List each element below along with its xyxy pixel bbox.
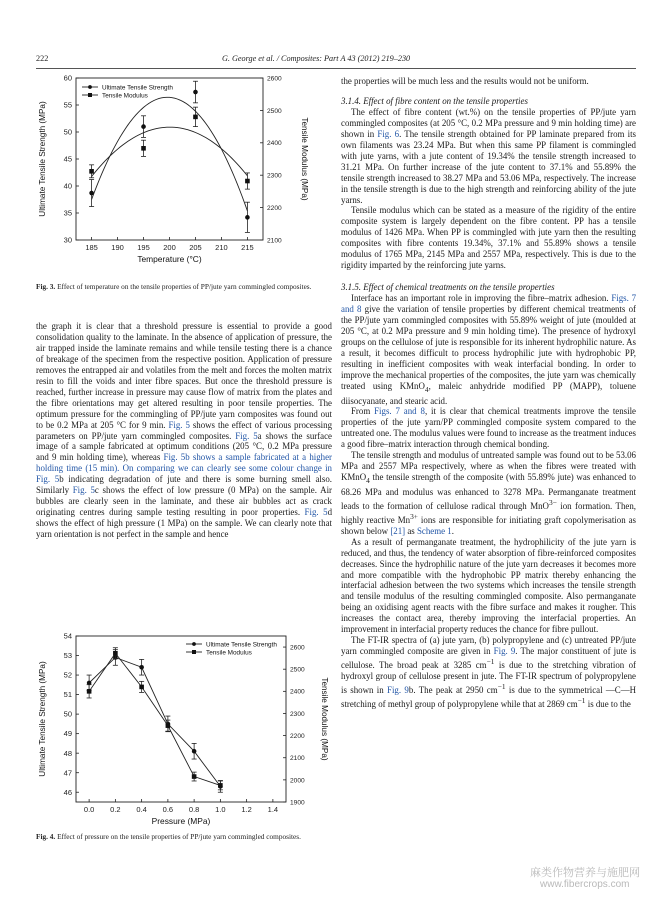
y2-tick-label: 2200 <box>267 205 282 212</box>
x-tick-label: 205 <box>189 243 202 252</box>
y2-tick-label: 2400 <box>267 140 282 148</box>
legend-label: Ultimate Tensile Strength <box>206 641 277 649</box>
y-axis-label: Ultimate Tensile Strength (MPa) <box>38 661 47 777</box>
figure-link[interactable]: Fig. 5b shows a sample fabricated at a higher holding time (15 min). On comparing we can clearly see some colour change in Fig. 5 <box>36 452 332 485</box>
figure-4-caption-text: Effect of pressure on the tensile properties of PP/jute yarn commingled composites. <box>57 832 301 841</box>
y-tick-label: 46 <box>63 787 72 797</box>
figure-4-caption <box>36 832 332 841</box>
paragraph-chemical-5: The FT-IR spectra of (a) jute yarn, (b) polypropylene and (c) untreated PP/jute yarn commingled composite are given in Fig. 9. The major constituent of jute is cellulose. The broad peak at 3285 $cm^{-1}$ is due to the stretching vibration of hydroxyl group of cellulose present in jute. The FT-IR spectrum of polypropylene is shown in Fig. 9b. The peak at 2950 $cm^{-1}$ is due to the symmetrical —C—H stretching of methyl group of polypropylene while that at 2869 $cm^{-1}$ is due to the <box>341 635 637 709</box>
y2-tick-label: 2500 <box>290 666 305 674</box>
x-axis-label: Pressure (MPa) <box>151 816 211 826</box>
paragraph-chemical-3: The tensile strength and modulus of untreated sample was found out to be 53.06 MPa and 2557 MPa respectively, where as when the fibres were treated with KMnO$_4$ the tensile strength of the composite (with 55.89% jute) was enhanced to 68.26 MPa and modulus was enhanced to 3278 MPa. Permanganate treatment leads to the formation of cellulose radical through MnO$^{3-}$ ion formation. Then, highly reactive $Mn^{3+}$ ions are responsible for initiating graft copolymerisation as shown below [21] as Scheme 1. <box>341 450 637 536</box>
y2-tick-label: 2200 <box>290 733 305 740</box>
data-point <box>193 115 198 120</box>
header-rule <box>36 68 636 69</box>
legend-marker <box>88 93 92 97</box>
watermark-url: www.fibercrops.com <box>540 879 630 890</box>
x-tick-label: 0.6 <box>162 805 174 814</box>
y2-tick-label: 2600 <box>290 644 305 652</box>
y-tick-label: 30 <box>63 235 72 245</box>
y2-tick-label: 2300 <box>290 710 305 718</box>
x-tick-label: 0.4 <box>136 805 147 814</box>
data-point <box>193 90 198 95</box>
y2-tick-label: 2600 <box>267 75 282 83</box>
paragraph-fibre-content-2: Tensile modulus which can be stated as a measure of the rigidity of the entire composite system is largely dependent on the fibre content. PP has a tensile modulus of 1426 MPa. When PP is commingled with jute yarn then the resulting composites with fibre contents 19.34%, 37.1% and 55.89% shows a tensile modulus of 1765 MPa, 2145 MPa and 2557 MPa, respectively. This is due to the rigidity imparted by the reinforcing jute yarns. <box>341 205 636 271</box>
y-tick-label: 52 <box>63 670 72 680</box>
y2-tick-label: 2300 <box>267 172 282 180</box>
y-tick-label: 40 <box>63 181 72 191</box>
data-point <box>192 749 197 754</box>
legend-marker <box>192 642 196 646</box>
data-point <box>245 215 250 220</box>
y-tick-label: 45 <box>63 154 72 164</box>
figure-3-caption-label: Fig. 3. <box>36 282 56 291</box>
plot-frame <box>76 636 286 802</box>
y-tick-label: 50 <box>63 709 72 719</box>
x-tick-label: 185 <box>85 243 98 252</box>
figure-link[interactable]: Fig. 9 <box>493 646 516 657</box>
y-tick-label: 49 <box>63 729 72 739</box>
paragraph-chemical-1: Interface has an important role in improving the fibre–matrix adhesion. Figs. 7 and 8 give the variation of tensile properties by different chemical treatments of the PP/jute yarn commingled composites with 55.89% weight of jute (moulded at 205 °C, at 0.2 MPa pressure and 9 min holding time). The presence of hydroxyl groups on the cellulose of jute is responsible for its inherent hydrophilic nature. As a result, it becomes difficult to process hydrophilic jute with hydrophobic PP, resulting in inefficient composites with weak interfacial bonding. In order to improve the mechanical properties of the composites, the jute yarn was chemically treated using KMnO$_4$, maleic anhydride modified PP (MAPP), toluene diisocyanate, and stearic acid. <box>341 293 637 406</box>
y2-tick-label: 2400 <box>290 688 305 696</box>
x-tick-label: 200 <box>163 243 176 252</box>
figure-3-caption <box>36 282 332 291</box>
x-tick-label: 0.2 <box>110 805 121 814</box>
paragraph-fibre-content-1: The effect of fibre content (wt.%) on the tensile properties of PP/jute yarn commingled composites (at 205 °C, 0.2 MPa pressure and 9 min holding time) are shown in Fig. 6. The tensile strength obtained for PP laminate prepared from its own filaments was 23.24 MPa. But when this same PP filament is commingled with jute yarns, with a jute content of 19.34% the tensile strength increased to 31.21 MPa. On further increase of the jute content to 37.1% and 55.89% the tensile strength increased to 38.27 MPa and 53.06 MPa, respectively. The increase in the tensile strength is due to the high strength and reinforcing ability of the jute yarns. <box>341 106 636 205</box>
figure-4-chart <box>36 627 330 832</box>
legend-label: Tensile Modulus <box>102 92 148 100</box>
data-point <box>89 169 94 174</box>
figure-4-caption-label: Fig. 4. <box>36 832 56 841</box>
y-tick-label: 54 <box>63 631 72 641</box>
y-tick-label: 55 <box>63 100 72 110</box>
right-top-continuation: the properties will be much less and the results would not be uniform. <box>341 76 589 86</box>
left-column-text <box>36 321 332 540</box>
figure-4-plot <box>38 632 329 826</box>
figure-link[interactable]: Fig. 9 <box>387 685 409 695</box>
x-tick-label: 1.2 <box>241 805 252 814</box>
data-point <box>139 685 144 690</box>
x-tick-label: 215 <box>241 243 254 252</box>
page-number: 222 <box>36 54 49 63</box>
series-fit-line <box>92 97 248 211</box>
y-tick-label: 60 <box>63 73 72 83</box>
figure-3-caption-text: Effect of temperature on the tensile properties of PP/jute yarn commingled composites. <box>57 282 312 291</box>
data-point <box>166 723 171 728</box>
y-tick-label: 48 <box>63 748 72 758</box>
figure-3-plot <box>38 74 309 264</box>
data-point <box>141 146 146 151</box>
section-heading-chemical: 3.1.5. Effect of chemical treatments on the tensile properties <box>341 282 555 293</box>
legend-label: Ultimate Tensile Strength <box>102 84 173 92</box>
figure-link[interactable]: Figs. 7 and 8 <box>341 293 637 315</box>
figure-3-chart <box>36 72 330 280</box>
y2-axis-label: Tensile Modulus (MPa) <box>320 677 329 761</box>
y2-tick-label: 2000 <box>290 777 305 785</box>
x-tick-label: 0.0 <box>83 805 95 814</box>
right-column-text <box>341 76 636 710</box>
figure-link[interactable]: Fig. 5 <box>168 419 190 430</box>
running-title: G. George et al. / Composites: Part A 43 (2012) 219–230 <box>222 54 411 63</box>
plot-frame <box>76 78 263 240</box>
watermark-chinese: 麻类作物营养与施肥网 <box>530 866 640 879</box>
figure-link[interactable]: Fig. 5 <box>72 485 95 496</box>
x-tick-label: 0.8 <box>188 805 200 814</box>
figure-link[interactable]: Fig. 5 <box>235 430 258 441</box>
figure-link[interactable]: Figs. 7 and 8 <box>374 406 425 417</box>
paragraph-chemical-2: From Figs. 7 and 8, it is clear that chemical treatments improve the tensile properties of the jute yarn/PP commingled composite system compared to the untreated one. The modulus values were found to increase as the treatment induces a good fibre–matrix interaction through chemical bonding. <box>341 406 636 450</box>
scheme-link[interactable]: Scheme 1 <box>416 525 452 536</box>
data-point <box>113 651 118 656</box>
data-point <box>192 774 197 779</box>
y2-axis-label: Tensile Modulus (MPa) <box>300 117 309 201</box>
y2-tick-label: 2100 <box>290 755 305 763</box>
y-tick-label: 47 <box>63 768 72 778</box>
data-point <box>87 689 92 694</box>
figure-link[interactable]: Fig. 5 <box>304 507 328 518</box>
paragraph-chemical-4: As a result of permanganate treatment, the hydrophilicity of the jute yarn is reduced, and thus, the tendency of water absorption of fibre-reinforced composites decreases. Since the hydrophilic nature of the jute yarn decreases it becomes more and more compatible with the hydrophobic PP matrix thereby enhancing the interfacial adhesion between the two systems which increases the tensile strength and tensile modulus of the resulting commingled composite. Also permanganate being an oxidising agent reacts with the fibre surface and makes it rougher. This increases the contact area, thereby improving the interfacial properties. An improvement in interfacial property reduces the chance for fibre pullout. <box>341 536 636 635</box>
y2-tick-label: 1900 <box>290 799 305 807</box>
data-point <box>245 179 250 184</box>
y-axis-label: Ultimate Tensile Strength (MPa) <box>38 101 47 217</box>
x-tick-label: 1.0 <box>215 805 226 814</box>
y2-tick-label: 2100 <box>267 237 282 245</box>
data-point <box>218 783 223 788</box>
x-tick-label: 1.4 <box>267 805 279 814</box>
series-fit-line <box>92 127 248 176</box>
x-axis-label: Temperature (°C) <box>137 254 202 264</box>
y2-tick-label: 2500 <box>267 107 282 115</box>
legend-marker <box>88 85 92 89</box>
section-heading-fibre-content: 3.1.4. Effect of fibre content on the tensile properties <box>341 95 528 106</box>
x-tick-label: 195 <box>137 243 150 252</box>
reference-link[interactable]: [21] <box>390 525 406 536</box>
y-tick-label: 50 <box>63 127 72 137</box>
y-tick-label: 35 <box>63 208 72 218</box>
data-point <box>139 665 144 670</box>
data-point <box>89 191 94 196</box>
legend-label: Tensile Modulus <box>206 649 252 657</box>
legend-marker <box>192 650 196 654</box>
data-point <box>141 124 146 129</box>
y-tick-label: 51 <box>63 690 72 700</box>
x-tick-label: 190 <box>111 243 124 252</box>
x-tick-label: 210 <box>215 243 228 252</box>
figure-link[interactable]: Fig. 6 <box>377 128 400 139</box>
y-tick-label: 53 <box>63 651 72 661</box>
series-line <box>89 653 220 785</box>
left-paragraph: the graph it is clear that a threshold pressure is essential to provide a good consolidation quality to the laminate. In the absence of application of pressure, the air trapped inside the laminate remains and while tensile testing there is a chance of breakage of the specimen from the respective position. Application of pressure removes the entrapped air and volatiles from the melt and forces the molten matrix resin to fill the voids and inter fibre spaces. But once the threshold pressure is reached, further increase in pressure may cause flow of matrix from the plates and the fibre orientations may get altered resulting in poor tensile properties. The optimum pressure for the commingling of PP/jute yarn composites was found out to be 0.2 MPa at 205 °C for 9 min. Fig. 5 shows the effect of various processing parameters on PP/jute yarn commingled composites. Fig. 5a shows the surface image of a sample fabricated at optimum conditions (205 °C, 0.2 MPa pressure and 9 min holding time), whereas Fig. 5b shows a sample fabricated at a higher holding time (15 min). On comparing we can clearly see some colour change in Fig. 5b indicating degradation of jute and there is some burning smell also. Similarly Fig. 5c shows the effect of low pressure (0 MPa) on the sample. Air bubbles are clearly seen in the laminate, and these air bubbles act as crack originating centres during sample testing resulting in poor properties. Fig. 5d shows the effect of high pressure (1 MPa) on the sample. We can clearly note that yarn orientation is not perfect in the sample and hence <box>36 321 333 540</box>
series-line <box>89 657 220 786</box>
